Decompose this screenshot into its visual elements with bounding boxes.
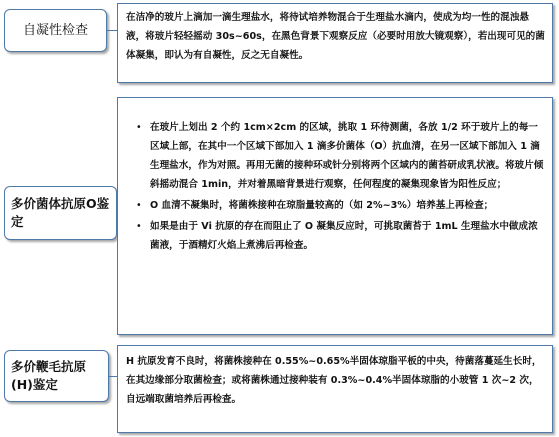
bullet-icon: • bbox=[136, 221, 142, 232]
section-label-h-antigen bbox=[4, 350, 109, 402]
section-text: 在洁净的玻片上滴加一滴生理盐水，将待试培养物混合于生理盐水滴内，使成为均一性的混浊悬液，将玻片轻轻摇动 30s~60s，在黑色背景下观察反应（必要时用放大镜观察），若出现可见的菌体凝集，即认为有自凝性，反之无自凝性。 bbox=[126, 12, 545, 61]
section-self-agglutination bbox=[0, 0, 559, 86]
bullet-item bbox=[136, 196, 546, 215]
section-label-o-antigen bbox=[4, 186, 117, 240]
bullet-text: 在玻片上划出 2 个约 1cm×2cm 的区域，挑取 1 环待测菌，各放 1/2 环于玻片上的每一区域上部，在其中一个区域下部加入 1 滴多价菌体（O）抗血清，在另一区域下部加入 1 滴生理盐水，作为对照。再用无菌的接种环或针分别将两个区域内的菌苔研成乳状液。将玻片倾斜摇动混合 1min，并对着黑暗背景进行观察，任何程度的凝集现象皆为阳性反应； bbox=[150, 122, 544, 190]
section-text: H 抗原发育不良时，将菌株接种在 0.55%~0.65%半固体琼脂平板的中央，待菌落蔓延生长时，在其边缘部分取菌检查；或将菌株通过接种装有 0.3%~0.4%半固体琼脂的小玻管 1 次~2 次，自远端取菌培养后再检查。 bbox=[126, 356, 542, 405]
section-label-text: 自凝性检查 bbox=[22, 22, 88, 38]
section-content-h-antigen bbox=[117, 345, 553, 433]
bullet-list bbox=[118, 98, 552, 255]
section-content-o-antigen bbox=[117, 97, 553, 335]
bullet-item bbox=[136, 217, 546, 255]
bullet-icon: • bbox=[136, 122, 142, 133]
bullet-text: O 血清不凝集时，将菌株接种在琼脂量较高的（如 2%~3%）培养基上再检查； bbox=[150, 200, 494, 211]
connector-line bbox=[107, 30, 117, 31]
section-label-text: 多价菌体抗原O鉴定 bbox=[11, 196, 110, 229]
section-label-text: 多价鞭毛抗原(H)鉴定 bbox=[11, 359, 87, 392]
section-h-antigen bbox=[0, 340, 559, 437]
bullet-text: 如果是由于 Vi 抗原的存在而阻止了 O 凝集反应时，可挑取菌苔于 1mL 生理盐水中做成浓菌液，于酒精灯火焰上煮沸后再检查。 bbox=[150, 221, 538, 251]
bullet-icon: • bbox=[136, 200, 142, 211]
section-label-self-agglutination bbox=[4, 9, 107, 52]
section-o-antigen bbox=[0, 92, 559, 338]
connector-line bbox=[109, 376, 117, 377]
bullet-item bbox=[136, 118, 546, 194]
section-content-self-agglutination bbox=[117, 3, 553, 83]
